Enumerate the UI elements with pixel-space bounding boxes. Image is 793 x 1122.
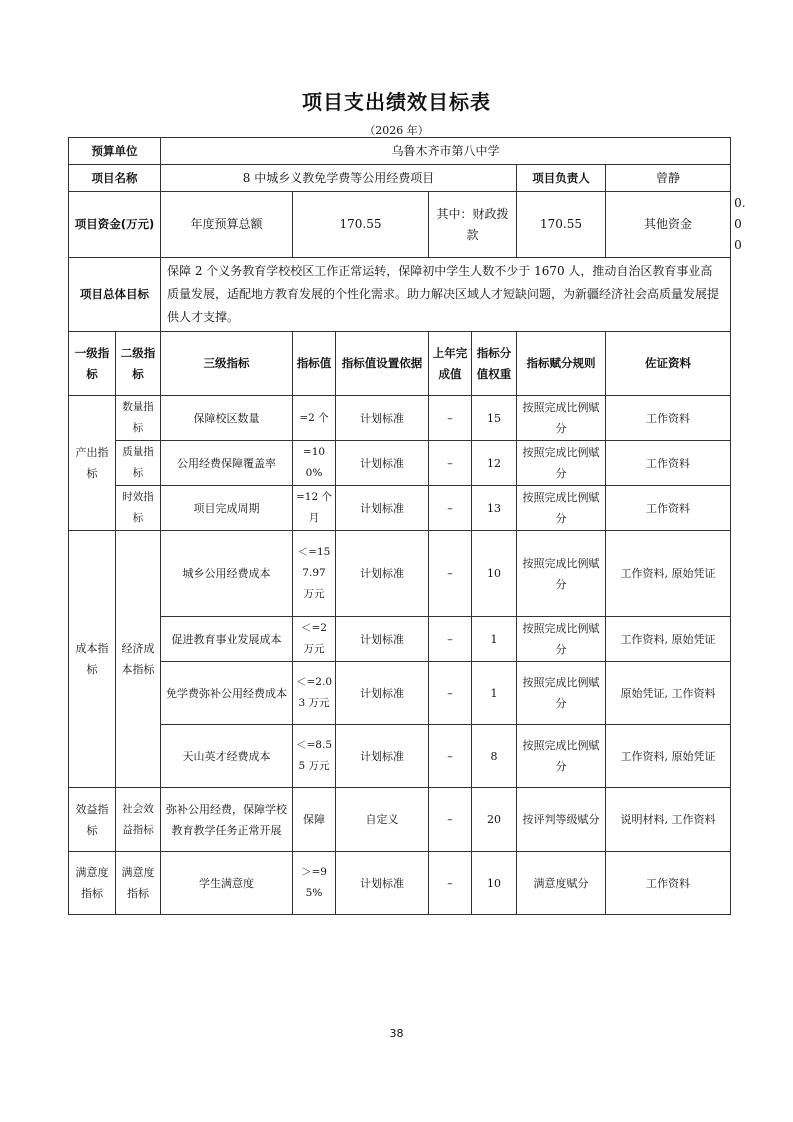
other-funds-cell — [606, 192, 731, 258]
other-funds-label: 其他资金 — [644, 217, 693, 231]
subgroup-quality: 质量指标 — [116, 441, 161, 486]
subgroup-timeliness: 时效指标 — [116, 486, 161, 531]
row-rule: 按评判等级赋分 — [517, 788, 606, 852]
row-name: 天山英才经费成本 — [161, 725, 293, 788]
header-basis: 指标值设置依据 — [336, 332, 429, 396]
row-evidence: 工作资料 — [606, 441, 731, 486]
row-prev: – — [429, 617, 472, 662]
subgroup-economic-cost: 经济成本指标 — [116, 531, 161, 788]
row-basis: 计划标准 — [336, 441, 429, 486]
budget-unit-label: 预算单位 — [69, 138, 161, 165]
row-rule: 按照完成比例赋分 — [517, 617, 606, 662]
row-evidence: 工作资料 — [606, 486, 731, 531]
overall-goal-label: 项目总体目标 — [69, 258, 161, 332]
row-name: 免学费弥补公用经费成本 — [161, 662, 293, 725]
project-lead-label: 项目负责人 — [517, 165, 606, 192]
annual-budget-value: 170.55 — [293, 192, 429, 258]
row-name: 项目完成周期 — [161, 486, 293, 531]
row-weight: 13 — [472, 486, 517, 531]
row-prev: – — [429, 531, 472, 617]
project-lead-value: 曾静 — [606, 165, 731, 192]
row-prev: – — [429, 852, 472, 915]
row-prev: – — [429, 725, 472, 788]
header-level3: 三级指标 — [161, 332, 293, 396]
performance-target-table: 预算单位 乌鲁木齐市第八中学 项目名称 8 中城乡义教免学费等公用经费项目 项目负责人 曾静 项目资金(万元) 年度预算总额 170.55 其中：财政拨款 170.55 其他资金 0.00 项目总体目标 保障 2 个义务教育学校校区工作正常运转，保障初中学生人数不少于 1670 人，推动自治区教育事业高质量发展，适配地方教育发展的个性化需求。助力解决区域人才短缺问题，为新疆经济社会高质量发展提供人才支撑。 一级指标 二级指标 三级指标 指标值 指标值设置依据 上年完成值 指标分值权重 指标赋分规则 佐证资料 产出指标 数量指标 保障校区数量 =2 个 计划标准 – 15 按照完成比例赋分 工作资料 质量指标 公用经费保障覆盖率 =100% 计划标准 – 12 按照完成比例赋分 工作资料 时效指标 项目完成周期 =12 个月 计划标准 – 13 按照完成比例赋分 工作资料 成本指标 经济成本指标 城乡公用经费成本 ＜=157.97 万元 计划标准 – 10 按照完成比例赋分 工作资料, 原始凭证 促进教育事业发展成本 ＜=2 万元 计划标准 – 1 按照完成比例赋分 工作资料, 原始凭证 免学费弥补公用经费成本 ＜=2.03 万元 计划标准 – 1 按照完成比例赋分 原始凭证, 工作资料 天山英才经费成本 ＜=8.55 万元 计划标准 – 8 按照完成比例赋分 工作资料, 原始凭证 效益指标 社会效益指标 弥补公用经费，保障学校教育教学任务正常开展 保障 自定义 – 20 按评判等级赋分 说明材料, 工作资料 满意度指标 满意度指标 学生满意度 ＞=95% 计划标准 – 10 满意度赋分 工作资料 — [68, 137, 731, 915]
row-weight: 1 — [472, 617, 517, 662]
overall-goal-value: 保障 2 个义务教育学校校区工作正常运转，保障初中学生人数不少于 1670 人，推动自治区教育事业高质量发展，适配地方教育发展的个性化需求。助力解决区域人才短缺问题，为新疆经济社会高质量发展提供人才支撑。 — [161, 258, 731, 332]
page-title: 项目支出绩效目标表 — [302, 90, 491, 114]
row-evidence: 工作资料 — [606, 852, 731, 915]
row-value: =100% — [293, 441, 336, 486]
annual-budget-label: 年度预算总额 — [161, 192, 293, 258]
row-rule: 按照完成比例赋分 — [517, 725, 606, 788]
header-prev: 上年完成值 — [429, 332, 472, 396]
row-weight: 1 — [472, 662, 517, 725]
table-row — [69, 486, 731, 531]
row-evidence: 原始凭证, 工作资料 — [606, 662, 731, 725]
row-rule: 按照完成比例赋分 — [517, 396, 606, 441]
row-weight: 12 — [472, 441, 517, 486]
row-name: 保障校区数量 — [161, 396, 293, 441]
row-basis: 计划标准 — [336, 396, 429, 441]
row-prev: – — [429, 662, 472, 725]
table-row — [69, 396, 731, 441]
row-weight: 10 — [472, 852, 517, 915]
project-name-value: 8 中城乡义教免学费等公用经费项目 — [161, 165, 517, 192]
row-basis: 计划标准 — [336, 617, 429, 662]
header-rule: 指标赋分规则 — [517, 332, 606, 396]
row-name: 公用经费保障覆盖率 — [161, 441, 293, 486]
row-basis: 计划标准 — [336, 662, 429, 725]
fiscal-alloc-label: 其中：财政拨款 — [429, 192, 517, 258]
subgroup-social-benefit: 社会效益指标 — [116, 788, 161, 852]
row-value: ＞=95% — [293, 852, 336, 915]
row-evidence: 说明材料, 工作资料 — [606, 788, 731, 852]
row-weight: 20 — [472, 788, 517, 852]
row-rule: 满意度赋分 — [517, 852, 606, 915]
row-value: ＜=157.97 万元 — [293, 531, 336, 617]
row-prev: – — [429, 441, 472, 486]
row-basis: 计划标准 — [336, 531, 429, 617]
row-basis: 计划标准 — [336, 486, 429, 531]
header-level2: 二级指标 — [116, 332, 161, 396]
table-row — [69, 531, 731, 617]
fiscal-alloc-value: 170.55 — [517, 192, 606, 258]
group-output: 产出指标 — [69, 396, 116, 531]
row-prev: – — [429, 486, 472, 531]
project-funds-label: 项目资金(万元) — [69, 192, 161, 258]
row-value: =12 个月 — [293, 486, 336, 531]
row-rule: 按照完成比例赋分 — [517, 531, 606, 617]
row-weight: 10 — [472, 531, 517, 617]
row-evidence: 工作资料, 原始凭证 — [606, 617, 731, 662]
row-value: ＜=2.03 万元 — [293, 662, 336, 725]
row-prev: – — [429, 788, 472, 852]
row-value: ＜=8.55 万元 — [293, 725, 336, 788]
header-value: 指标值 — [293, 332, 336, 396]
row-rule: 按照完成比例赋分 — [517, 662, 606, 725]
row-weight: 15 — [472, 396, 517, 441]
table-row — [69, 788, 731, 852]
group-benefit: 效益指标 — [69, 788, 116, 852]
row-name: 弥补公用经费，保障学校教育教学任务正常开展 — [161, 788, 293, 852]
row-name: 促进教育事业发展成本 — [161, 617, 293, 662]
header-level1: 一级指标 — [69, 332, 116, 396]
table-row — [69, 441, 731, 486]
row-name: 城乡公用经费成本 — [161, 531, 293, 617]
row-weight: 8 — [472, 725, 517, 788]
row-value: =2 个 — [293, 396, 336, 441]
budget-unit-value: 乌鲁木齐市第八中学 — [161, 138, 731, 165]
table-row — [69, 662, 731, 725]
table-row — [69, 852, 731, 915]
subgroup-quantity: 数量指标 — [116, 396, 161, 441]
row-rule: 按照完成比例赋分 — [517, 486, 606, 531]
header-weight: 指标分值权重 — [472, 332, 517, 396]
row-name: 学生满意度 — [161, 852, 293, 915]
row-basis: 自定义 — [336, 788, 429, 852]
group-cost: 成本指标 — [69, 531, 116, 788]
row-rule: 按照完成比例赋分 — [517, 441, 606, 486]
row-evidence: 工作资料, 原始凭证 — [606, 725, 731, 788]
group-satisfaction: 满意度指标 — [69, 852, 116, 915]
row-evidence: 工作资料 — [606, 396, 731, 441]
table-row — [69, 725, 731, 788]
year-label: （2026 年） — [364, 124, 429, 137]
row-prev: – — [429, 396, 472, 441]
row-value: ＜=2 万元 — [293, 617, 336, 662]
row-evidence: 工作资料, 原始凭证 — [606, 531, 731, 617]
row-basis: 计划标准 — [336, 725, 429, 788]
project-name-label: 项目名称 — [69, 165, 161, 192]
header-evidence: 佐证资料 — [606, 332, 731, 396]
row-basis: 计划标准 — [336, 852, 429, 915]
subgroup-satisfaction: 满意度指标 — [116, 852, 161, 915]
page-number: 38 — [389, 1027, 404, 1040]
table-row — [69, 617, 731, 662]
row-value: 保障 — [293, 788, 336, 852]
